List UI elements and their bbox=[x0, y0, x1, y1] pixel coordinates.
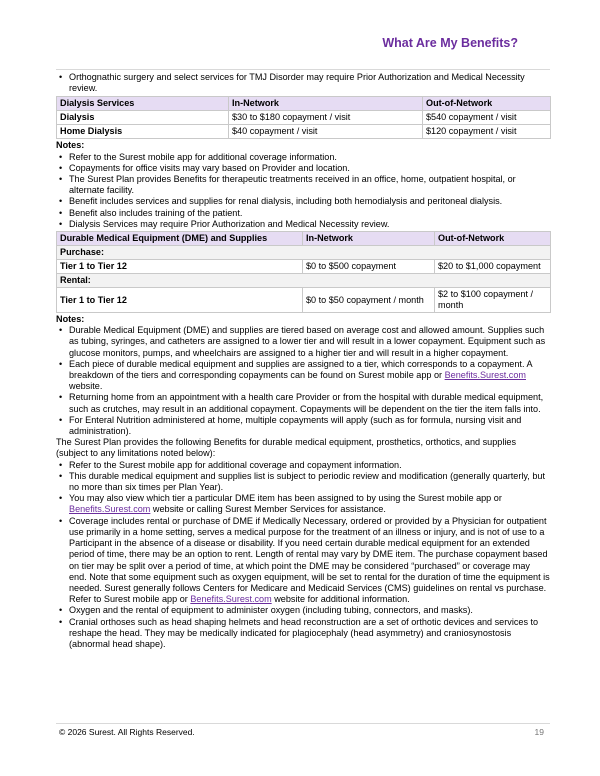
footer-divider bbox=[56, 723, 550, 724]
table-header-cell: In-Network bbox=[229, 97, 423, 111]
table-header-cell: Dialysis Services bbox=[57, 97, 229, 111]
benefits-link[interactable]: Benefits.Surest.com bbox=[444, 370, 526, 381]
table-cell: $40 copayment / visit bbox=[229, 125, 423, 139]
table-header-cell: Out-of-Network bbox=[423, 97, 551, 111]
list-item-text: You may also view which tier a particular DME item has been assigned to by using the Surest mobile app or bbox=[69, 493, 502, 504]
dme-notes-title: Notes: bbox=[56, 314, 85, 325]
intro-bullet-list bbox=[56, 72, 550, 94]
purchase-label: Purchase: bbox=[57, 246, 551, 260]
list-item-text: Coverage includes rental or purchase of DME if Medically Necessary, ordered or provided by a Physician for outpatient use primarily in a home setting, serves a medical purpose for the treatment of an illness or injury, and is not of use to a Participant in the absence of a disease or disability. If you need certain durable medical equipment for an extended period of time, there may be an option to rent. Length of rental may vary by DME item. The purchase copayment based on tier may be split over a period of time, at which point the DME may be considered “purchased” or coverage may end. Note that some equipment such as oxygen equipment, will be set to rental for the duration of time the equipment is needed. Surest generally follows Centers for Medicare and Medicaid Services (CMS) guidelines on rental vs purchase. Refer to Surest mobile app or bbox=[69, 515, 550, 605]
table-cell: Home Dialysis bbox=[57, 125, 229, 139]
dialysis-notes-list bbox=[56, 152, 550, 230]
table-cell: Dialysis bbox=[57, 111, 229, 125]
list-item-text: Each piece of durable medical equipment and supplies are assigned to a tier, which corresponds to a copayment. A breakdown of the tiers and corresponding copayments can be found on Surest mobile app or bbox=[69, 358, 533, 381]
list-item: • Orthognathic surgery and select services for TMJ Disorder may require Prior Authorization and Medical Necessity review. bbox=[69, 72, 550, 94]
list-item bbox=[69, 516, 550, 606]
table-row bbox=[57, 260, 551, 274]
list-item-text: website. bbox=[69, 381, 103, 392]
list-item: • This durable medical equipment and supplies list is subject to periodic review and modification (generally quarterly, but no more than six times per Plan Year). bbox=[69, 471, 550, 493]
table-row bbox=[57, 288, 551, 313]
list-item: • The Surest Plan provides Benefits for therapeutic treatments received in an office, home, outpatient hospital, or alternate facility. bbox=[69, 174, 550, 196]
list-item: • Benefit includes services and supplies for renal dialysis, including both hemodialysis and peritoneal dialysis. bbox=[69, 196, 550, 207]
table-cell: $120 copayment / visit bbox=[423, 125, 551, 139]
table-subheader-row bbox=[57, 274, 551, 288]
list-item: • For Enteral Nutrition administered at home, multiple copayments will apply (such as for formula, nursing visit and administration). bbox=[69, 415, 550, 437]
benefits-link[interactable]: Benefits.Surest.com bbox=[190, 594, 272, 605]
dialysis-table bbox=[56, 96, 551, 139]
list-item bbox=[69, 359, 550, 393]
list-item: • Cranial orthoses such as head shaping helmets and head reconstruction are a set of orthotic devices and services to reshape the head. They may be medically indicated for plagiocephaly (head asymmetry) and craniosynostosis (abnormal head shape). bbox=[69, 617, 550, 651]
footer-copyright: © 2026 Surest. All Rights Reserved. bbox=[59, 727, 195, 737]
dme-notes-list bbox=[56, 325, 550, 437]
table-header-cell: In-Network bbox=[303, 232, 435, 246]
table-subheader-row bbox=[57, 246, 551, 260]
list-item: • Copayments for office visits may vary based on Provider and location. bbox=[69, 163, 550, 174]
list-item bbox=[69, 493, 550, 515]
rental-label: Rental: bbox=[57, 274, 551, 288]
list-item: • Durable Medical Equipment (DME) and supplies are tiered based on average cost and allowed amount. Supplies such as tubing, syringes, and catheters are assigned to a lower tier and will result in a lower copayment. Equipment such as glucose monitors, pumps, and wheelchairs are assigned to a higher tier and will result in a higher copayment. bbox=[69, 325, 550, 359]
top-divider bbox=[56, 69, 550, 70]
table-cell: $540 copayment / visit bbox=[423, 111, 551, 125]
page-number: 19 bbox=[534, 727, 544, 737]
table-cell: $0 to $500 copayment bbox=[303, 260, 435, 274]
list-item-text: website or calling Surest Member Services for assistance. bbox=[150, 504, 386, 515]
page-header-title: What Are My Benefits? bbox=[382, 36, 518, 50]
dme-benefits-list bbox=[56, 460, 550, 650]
table-header-cell: Durable Medical Equipment (DME) and Supplies bbox=[57, 232, 303, 246]
list-item: • Dialysis Services may require Prior Authorization and Medical Necessity review. bbox=[69, 219, 550, 230]
dialysis-notes-title: Notes: bbox=[56, 140, 85, 151]
benefits-link[interactable]: Benefits.Surest.com bbox=[69, 504, 151, 515]
table-cell: Tier 1 to Tier 12 bbox=[57, 288, 303, 313]
list-item: • Returning home from an appointment with a health care Provider or from the hospital with durable medical equipment, such as crutches, may result in an additional copayment. Copayments will be dependent on the tier the item falls into. bbox=[69, 392, 550, 414]
table-cell: $20 to $1,000 copayment bbox=[435, 260, 551, 274]
list-item: • Oxygen and the rental of equipment to administer oxygen (including tubing, connectors, and masks). bbox=[69, 605, 550, 616]
list-item-text: website for additional information. bbox=[271, 594, 410, 605]
table-row bbox=[57, 125, 551, 139]
table-cell: $0 to $50 copayment / month bbox=[303, 288, 435, 313]
table-cell: $30 to $180 copayment / visit bbox=[229, 111, 423, 125]
table-cell: Tier 1 to Tier 12 bbox=[57, 260, 303, 274]
page-content bbox=[56, 69, 550, 650]
list-item: • Benefit also includes training of the patient. bbox=[69, 208, 550, 219]
table-row bbox=[57, 111, 551, 125]
dme-table bbox=[56, 231, 551, 313]
dme-benefits-intro: The Surest Plan provides the following Benefits for durable medical equipment, prosthetics, orthotics, and supplies (subject to any limitations noted below): bbox=[56, 437, 516, 459]
list-item: • Refer to the Surest mobile app for additional coverage and copayment information. bbox=[69, 460, 550, 471]
table-cell: $2 to $100 copayment / month bbox=[435, 288, 551, 313]
table-header-cell: Out-of-Network bbox=[435, 232, 551, 246]
list-item: • Refer to the Surest mobile app for additional coverage information. bbox=[69, 152, 550, 163]
